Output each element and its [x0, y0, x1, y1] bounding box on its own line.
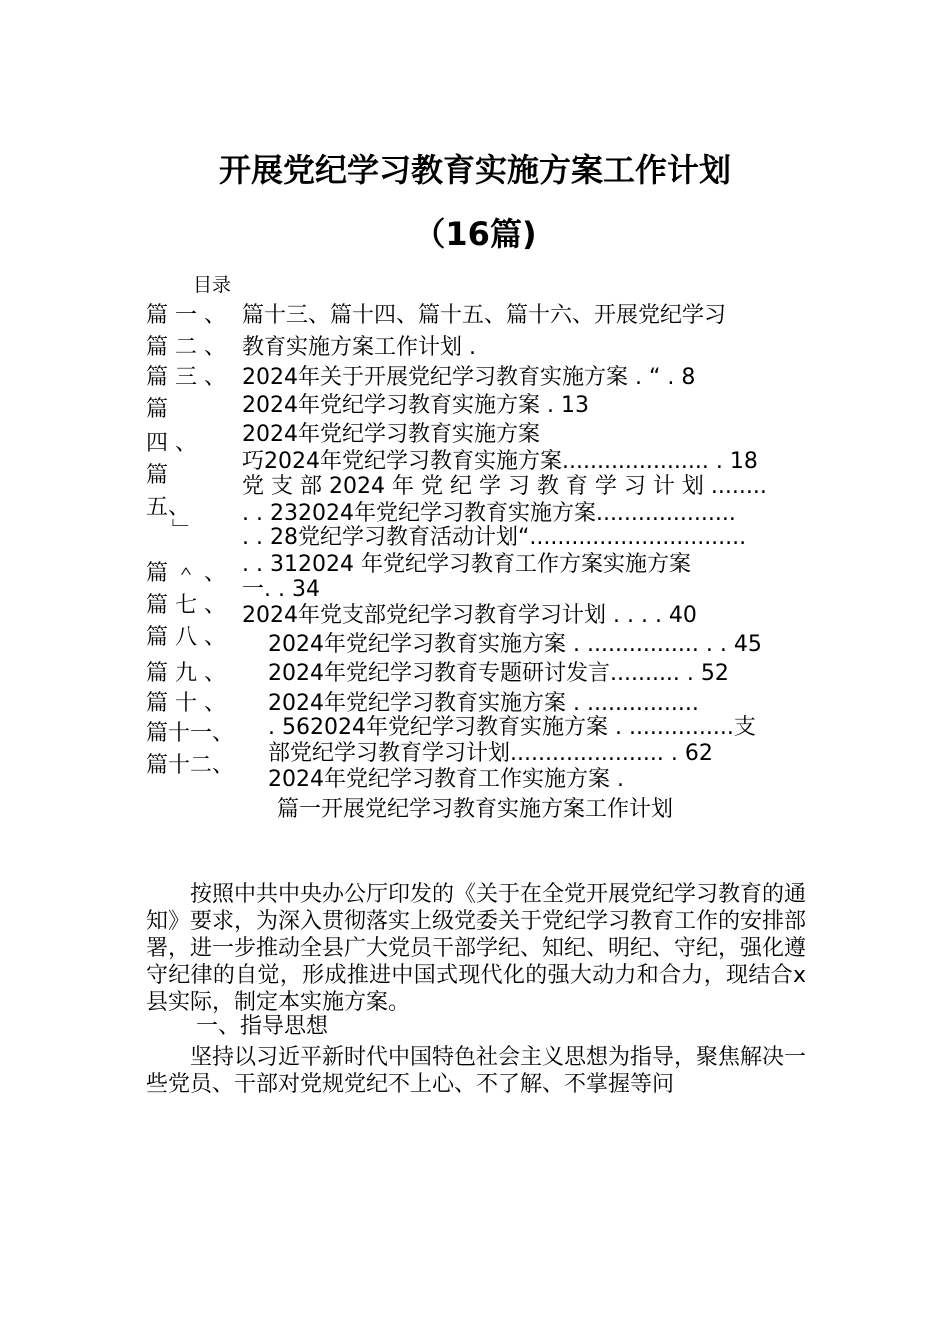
- toc-entry: 2024年党纪学习教育实施方案 . ................ . . 45: [268, 632, 762, 657]
- toc-entry: 2024年关于开展党纪学习教育实施方案 . “ . 8: [242, 365, 696, 390]
- toc-entry: . . 28党纪学习教育活动计划“...............................: [242, 525, 747, 550]
- section-title: 篇一开展党纪学习教育实施方案工作计划: [276, 797, 673, 822]
- toc-label-item: 四 、: [146, 431, 197, 456]
- toc-label-item: ﹂: [172, 519, 195, 544]
- toc-label-item: 篇 一 、: [146, 303, 226, 328]
- toc-entry: . . 312024 年党纪学习教育工作方案实施方案: [242, 552, 691, 577]
- toc-entry: 一. . 34: [242, 577, 320, 602]
- toc-entry: 篇十三、篇十四、篇十五、篇十六、开展党纪学习: [242, 303, 727, 328]
- body-paragraph: 按照中共中央办公厅印发的《关于在全党开展党纪学习教育的通知》要求，为深入贯彻落实上级党委关于党纪学习教育工作的安排部署，进一步推动全县广大党员干部学纪、知纪、明纪、守纪，强化遵守纪律的自觉，形成推进中国式现代化的强大动力和合力，现结合x县实际，制定本实施方案。: [146, 882, 807, 1015]
- body-paragraph: 坚持以习近平新时代中国特色社会主义思想为指导，聚焦解决一些党员、干部对党规党纪不上心、不了解、不掌握等问: [146, 1045, 807, 1097]
- toc-entry: . . 232024年党纪学习教育实施方案....................: [242, 501, 736, 526]
- toc-entry: 2024年党支部党纪学习教育学习计划 . . . . 40: [242, 603, 697, 628]
- toc-entry: 党 支 部 2024 年 党 纪 学 习 教 育 学 习 计 划 ........: [242, 474, 767, 499]
- toc-label-item: 篇 ＾ 、: [146, 561, 226, 586]
- document-title: 开展党纪学习教育实施方案工作计划: [218, 151, 731, 189]
- toc-entry: 部党纪学习教育学习计划...................... . 62: [268, 741, 713, 766]
- toc-entry: 巧2024年党纪学习教育实施方案..................... . 18: [242, 449, 758, 474]
- toc-entry: 2024年党纪学习教育实施方案: [242, 422, 540, 447]
- toc-entry: 2024年党纪学习教育专题研讨发言.......... . 52: [268, 661, 729, 686]
- toc-label: 目录: [193, 274, 232, 296]
- toc-entry: . 562024年党纪学习教育实施方案 . ...............支: [268, 715, 756, 740]
- toc-label-item: 篇 九 、: [146, 661, 226, 686]
- document-title-count: （16篇): [413, 215, 537, 253]
- toc-label-item: 篇: [146, 463, 169, 488]
- toc-label-item: 篇: [146, 397, 169, 422]
- toc-label-item: 篇 七 、: [146, 593, 226, 618]
- toc-label-item: 篇 十 、: [146, 691, 226, 716]
- section-heading: 一、指导思想: [196, 1014, 329, 1039]
- toc-label-item: 篇 二 、: [146, 335, 226, 360]
- toc-label-item: 篇 八 、: [146, 625, 226, 650]
- toc-entry: 教育实施方案工作计划 .: [242, 335, 476, 360]
- toc-label-item: 篇十二、: [146, 753, 235, 778]
- toc-label-item: 篇 三 、: [146, 365, 226, 390]
- toc-entry: 2024年党纪学习教育实施方案 . 13: [242, 393, 589, 418]
- toc-label-item: 五、: [146, 495, 191, 520]
- toc-label-item: 篇十一、: [146, 721, 235, 746]
- toc-entry: 2024年党纪学习教育工作实施方案 .: [268, 767, 624, 792]
- toc-entry: 2024年党纪学习教育实施方案 . ................: [268, 691, 699, 716]
